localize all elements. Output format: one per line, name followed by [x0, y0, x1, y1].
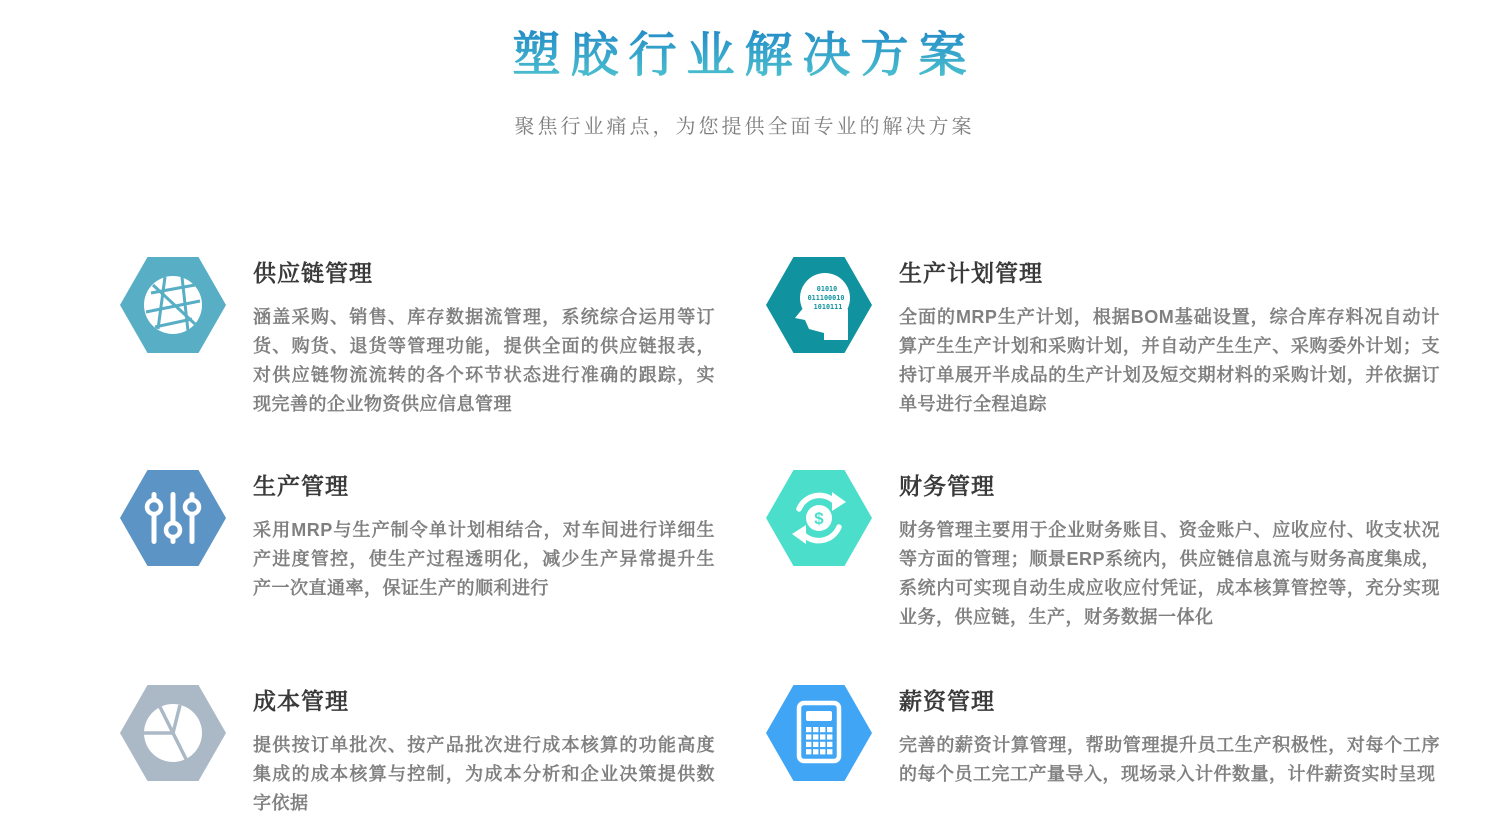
calculator-icon	[766, 685, 872, 786]
svg-text:01010: 01010	[816, 285, 838, 293]
feature-title: 生产管理	[253, 473, 349, 499]
svg-text:$: $	[814, 509, 824, 528]
feature-title: 生产计划管理	[899, 260, 1043, 286]
head-binary-icon	[766, 257, 872, 358]
feature-description: 采用MRP与生产制令单计划相结合，对车间进行详细生产进度管控，使生产过程透明化，减少生产异常提升生产一次直通率，保证生产的顺利进行	[253, 520, 715, 598]
feature-content	[253, 685, 715, 818]
feature-card-payroll	[766, 685, 1440, 789]
feature-title: 财务管理	[899, 473, 995, 499]
feature-description: 财务管理主要用于企业财务账目、资金账户、应收应付、收支状况等方面的管理；顺景ERP系统内，供应链信息流与财务高度集成，系统内可实现自动生成应收应付凭证，成本核算管控等，充分实现业务，供应链，生产，财务数据一体化	[899, 520, 1440, 627]
feature-content	[899, 257, 1440, 419]
feature-description: 提供按订单批次、按产品批次进行成本核算的功能高度集成的成本核算与控制，为成本分析和企业决策提供数字依据	[253, 735, 715, 813]
feature-card-supply-chain	[120, 257, 715, 419]
svg-text:1010111: 1010111	[813, 303, 843, 311]
money-cycle-icon	[766, 470, 872, 571]
feature-description: 完善的薪资计算管理，帮助管理提升员工生产积极性，对每个工序的每个员工完工产量导入，现场录入计件数量，计件薪资实时呈现	[899, 735, 1440, 784]
globe-network-icon	[120, 257, 226, 358]
page-subtitle: 聚焦行业痛点，为您提供全面专业的解决方案	[514, 116, 975, 138]
feature-title: 供应链管理	[253, 260, 373, 286]
feature-card-cost	[120, 685, 715, 818]
svg-text:011100010: 011100010	[807, 294, 845, 302]
feature-title: 薪资管理	[899, 688, 995, 714]
sliders-icon	[120, 470, 226, 571]
feature-content	[253, 470, 715, 603]
feature-content	[253, 257, 715, 419]
feature-content	[899, 470, 1440, 632]
feature-content	[899, 685, 1440, 789]
feature-description: 全面的MRP生产计划，根据BOM基础设置，综合库存料况自动计算产生生产计划和采购计划，并自动产生生产、采购委外计划；支持订单展开半成品的生产计划及短交期材料的采购计划，并依据订单号进行全程追踪	[899, 307, 1440, 414]
feature-title: 成本管理	[253, 688, 349, 714]
feature-card-production-planning	[766, 257, 1440, 419]
feature-card-production	[120, 470, 715, 603]
pie-chart-icon	[120, 685, 226, 786]
feature-description: 涵盖采购、销售、库存数据流管理，系统综合运用等订货、购货、退货等管理功能，提供全面的供应链报表，对供应链物流流转的各个环节状态进行准确的跟踪，实现完善的企业物资供应信息管理	[253, 307, 715, 414]
page-title: 塑胶行业解决方案	[0, 16, 1489, 85]
feature-card-finance	[766, 470, 1440, 632]
